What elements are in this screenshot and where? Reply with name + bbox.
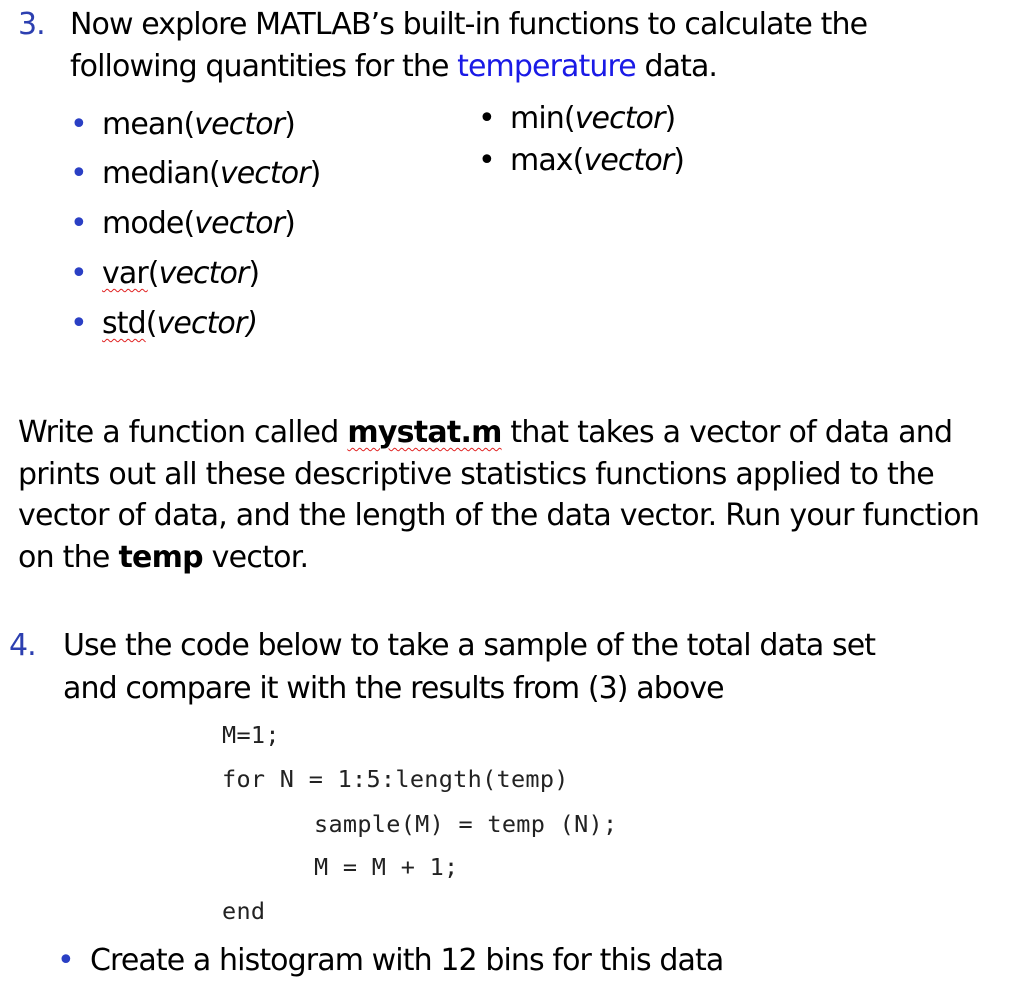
bullet-icon: • — [70, 156, 87, 191]
bullet-icon: • — [478, 101, 495, 136]
function-open: ( — [145, 306, 157, 341]
bullet-icon: • — [57, 943, 74, 978]
function-name: median( — [102, 156, 220, 191]
function-close: ) — [664, 101, 676, 136]
function-max — [510, 140, 684, 182]
paragraph-text: vector. — [202, 539, 309, 575]
function-mode — [102, 203, 295, 245]
function-arg: vector — [574, 101, 665, 136]
function-arg: vector — [219, 156, 310, 191]
function-name: mode( — [102, 206, 195, 241]
function-close: ) — [284, 107, 295, 142]
code-line-5: end — [222, 897, 266, 925]
function-min — [510, 98, 675, 140]
function-close: ) — [284, 206, 295, 241]
code-line-2: for N = 1:5:length(temp) — [222, 765, 569, 793]
function-median — [102, 153, 320, 195]
function-name: mean( — [102, 107, 195, 142]
instruction-paragraph — [18, 412, 1013, 578]
question-3-line-1: Now explore MATLAB’s built-in functions to calculate the — [70, 7, 868, 42]
function-close: ) — [309, 156, 321, 191]
bullet-icon: • — [70, 256, 87, 291]
function-arg: vector — [194, 107, 285, 142]
bullet-icon: • — [70, 306, 87, 341]
function-var — [102, 253, 259, 295]
line-2-text: following quantities for the — [70, 49, 458, 84]
function-name: max( — [510, 143, 584, 178]
question-4-line-2: and compare it with the results from (3) above — [63, 671, 724, 706]
function-name: min( — [510, 101, 575, 136]
function-arg: vector — [158, 256, 249, 291]
function-std — [102, 303, 257, 345]
code-line-1: M=1; — [222, 721, 280, 749]
question-4-line-1: Use the code below to take a sample of the total data set — [63, 628, 876, 663]
function-name: var — [102, 256, 148, 291]
mystat-filename: mystat.m — [347, 415, 502, 450]
function-arg: vector — [194, 206, 285, 241]
bullet-icon: • — [478, 143, 495, 178]
function-close: ) — [673, 143, 685, 178]
function-mean — [102, 104, 295, 146]
function-name: std — [102, 306, 146, 341]
paragraph-text: that takes a vector of data and prints out all these descriptive statistics functions applied to the vector of data, and the length of the data vector. Run your function on the — [18, 415, 980, 575]
question-4-number: 4. — [9, 628, 36, 663]
code-line-3: sample(M) = temp (N); — [314, 810, 618, 838]
code-line-4: M = M + 1; — [314, 853, 459, 881]
function-arg: vector) — [156, 306, 258, 341]
paragraph-text: Write a function called — [18, 415, 348, 450]
question-3-line-2 — [70, 46, 717, 88]
bullet-icon: • — [70, 206, 87, 241]
function-close: ) — [248, 256, 260, 291]
line-2-end: data. — [635, 49, 718, 84]
temp-variable: temp — [118, 539, 203, 575]
function-open: ( — [147, 256, 159, 291]
temperature-highlight: temperature — [457, 49, 636, 84]
question-3-number: 3. — [18, 7, 45, 42]
histogram-instruction: Create a histogram with 12 bins for this data — [90, 943, 724, 978]
function-arg: vector — [583, 143, 674, 178]
bullet-icon: • — [70, 107, 87, 142]
